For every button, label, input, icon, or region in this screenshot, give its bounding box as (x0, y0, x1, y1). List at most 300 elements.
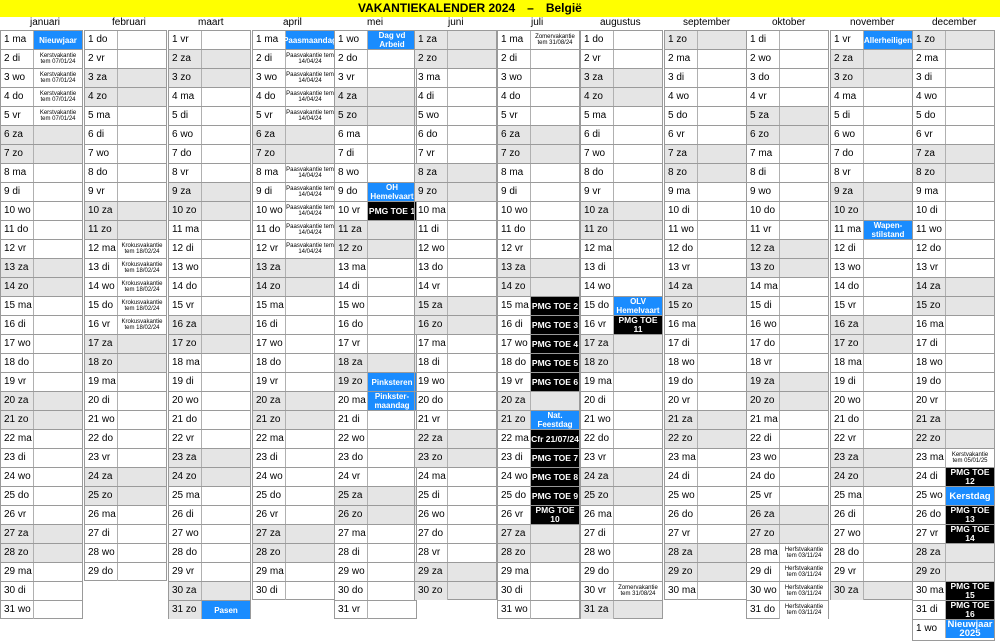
day-label: 24 zo (169, 468, 202, 486)
day-cell (252, 182, 335, 201)
day-note-empty (614, 126, 662, 144)
day-cell (497, 239, 580, 258)
day-label: 30 za (169, 582, 202, 600)
day-cell (84, 448, 167, 467)
day-note-empty (368, 126, 416, 144)
day-cell (830, 448, 913, 467)
day-note-empty (531, 392, 579, 410)
day-note-empty (368, 525, 416, 543)
vacation-note: Herfstvakantie tem 03/11/24 (780, 563, 828, 581)
day-cell (497, 315, 580, 334)
day-cell (414, 258, 497, 277)
vacation-note: Kerstvakantie tem 07/01/24 (34, 88, 82, 106)
day-note-empty (698, 202, 746, 220)
day-cell (334, 315, 417, 334)
day-note-empty (34, 183, 82, 201)
day-cell (746, 410, 829, 429)
day-note-empty (118, 354, 166, 372)
day-cell (830, 49, 913, 68)
vacation-note: Krokusvakantie tem 18/02/24 (118, 316, 166, 334)
day-note-empty (946, 563, 994, 581)
day-cell (664, 106, 747, 125)
day-cell (84, 410, 167, 429)
day-label: 8 za (415, 164, 448, 182)
day-note-empty (202, 145, 250, 163)
day-note-empty (448, 202, 496, 220)
day-label: 6 do (415, 126, 448, 144)
day-note-empty (698, 164, 746, 182)
day-note-empty (118, 202, 166, 220)
day-cell (414, 486, 497, 505)
day-cell (168, 49, 251, 68)
day-cell (414, 543, 497, 562)
day-cell (912, 467, 995, 486)
day-label: 19 do (913, 373, 946, 391)
day-cell (912, 410, 995, 429)
day-note-empty (864, 145, 912, 163)
day-cell (912, 543, 995, 562)
day-label: 18 di (415, 354, 448, 372)
day-note-empty (34, 164, 82, 182)
day-cell (580, 239, 663, 258)
day-label: 30 za (831, 582, 864, 600)
day-note-empty (780, 50, 828, 68)
day-label: 14 ma (747, 278, 780, 296)
day-cell (497, 87, 580, 106)
day-label: 15 di (747, 297, 780, 315)
day-cell (746, 467, 829, 486)
day-label: 19 di (169, 373, 202, 391)
day-cell (830, 201, 913, 220)
day-label: 24 ma (415, 468, 448, 486)
day-label: 7 vr (415, 145, 448, 163)
day-cell (252, 49, 335, 68)
day-cell (664, 334, 747, 353)
day-cell (168, 581, 251, 600)
day-note-empty (202, 278, 250, 296)
day-cell (664, 258, 747, 277)
day-cell (0, 562, 83, 581)
day-cell (746, 543, 829, 562)
day-cell (664, 49, 747, 68)
day-label: 14 do (831, 278, 864, 296)
day-cell (580, 562, 663, 581)
day-cell (252, 296, 335, 315)
day-cell (830, 144, 913, 163)
day-cell (84, 182, 167, 201)
vacation-note: Paasvakantie tem 14/04/24 (286, 50, 334, 68)
day-cell (912, 391, 995, 410)
day-cell (830, 125, 913, 144)
day-cell (414, 49, 497, 68)
day-cell (580, 30, 663, 49)
day-cell (746, 600, 829, 619)
day-label: 2 do (335, 50, 368, 68)
day-note-empty (34, 373, 82, 391)
day-cell (414, 30, 497, 49)
day-cell (497, 581, 580, 600)
day-note-empty (780, 297, 828, 315)
day-cell (168, 600, 251, 619)
day-note-empty (286, 506, 334, 524)
vacation-note: Kerstvakantie tem 07/01/24 (34, 50, 82, 68)
day-note-empty (946, 107, 994, 125)
pmg-event: PMG TOE 1 (368, 202, 416, 220)
day-cell (664, 467, 747, 486)
day-cell (830, 182, 913, 201)
day-note-empty (118, 126, 166, 144)
day-label: 23 vr (85, 449, 118, 467)
vacation-note: Kerstvakantie tem 07/01/24 (34, 69, 82, 87)
day-label: 27 vr (913, 525, 946, 543)
day-note-empty (531, 88, 579, 106)
day-label: 8 di (747, 164, 780, 182)
vacation-note: Herfstvakantie tem 03/11/24 (780, 544, 828, 562)
day-label: 4 ma (169, 88, 202, 106)
day-label: 27 do (415, 525, 448, 543)
day-note-empty (368, 601, 416, 619)
day-label: 5 zo (335, 107, 368, 125)
day-cell (334, 68, 417, 87)
day-label: 30 ma (913, 582, 946, 600)
day-note-empty (614, 221, 662, 239)
day-label: 26 vr (498, 506, 531, 524)
day-label: 9 di (1, 183, 34, 201)
day-cell (912, 353, 995, 372)
day-cell (497, 410, 580, 429)
day-label: 28 vr (415, 544, 448, 562)
day-label: 15 do (85, 297, 118, 315)
day-cell (414, 296, 497, 315)
day-label: 2 za (169, 50, 202, 68)
day-label: 30 di (498, 582, 531, 600)
day-note-empty (368, 449, 416, 467)
day-cell (746, 505, 829, 524)
holiday-label: OLV Hemelvaart (614, 297, 662, 315)
day-label: 29 wo (335, 563, 368, 581)
day-label: 15 ma (253, 297, 286, 315)
day-label: 16 vr (85, 316, 118, 334)
day-note-empty (614, 544, 662, 562)
day-label: 6 wo (169, 126, 202, 144)
day-label: 22 do (581, 430, 614, 448)
day-note-empty (864, 335, 912, 353)
day-label: 26 di (831, 506, 864, 524)
day-note-empty (780, 164, 828, 182)
day-note-empty (34, 582, 82, 600)
day-cell (912, 30, 995, 49)
day-note-empty (34, 316, 82, 334)
day-label: 29 vr (831, 563, 864, 581)
day-cell (168, 372, 251, 391)
day-label: 6 di (85, 126, 118, 144)
day-note-empty (368, 544, 416, 562)
day-note-empty (614, 240, 662, 258)
day-label: 3 za (581, 69, 614, 87)
day-note-empty (698, 183, 746, 201)
day-label: 12 ma (581, 240, 614, 258)
day-label: 16 zo (415, 316, 448, 334)
day-note-empty (531, 278, 579, 296)
day-cell (830, 410, 913, 429)
day-label: 24 vr (335, 468, 368, 486)
day-cell (168, 220, 251, 239)
day-label: 22 za (415, 430, 448, 448)
day-note-empty (614, 183, 662, 201)
day-cell (497, 429, 580, 448)
day-label: 16 ma (665, 316, 698, 334)
day-cell (168, 182, 251, 201)
day-label: 12 do (665, 240, 698, 258)
day-label: 24 wo (498, 468, 531, 486)
day-note-empty (286, 278, 334, 296)
day-note-empty (698, 50, 746, 68)
day-label: 5 do (913, 107, 946, 125)
day-label: 4 do (498, 88, 531, 106)
day-label: 4 di (415, 88, 448, 106)
day-cell (580, 467, 663, 486)
day-note-empty (202, 69, 250, 87)
day-cell (0, 524, 83, 543)
day-cell (580, 524, 663, 543)
day-note-empty (614, 50, 662, 68)
day-note-empty (698, 487, 746, 505)
day-label: 7 wo (85, 145, 118, 163)
day-note-empty (780, 449, 828, 467)
day-label: 28 do (831, 544, 864, 562)
day-cell (168, 467, 251, 486)
day-note-empty (34, 506, 82, 524)
vacation-note: Krokusvakantie tem 18/02/24 (118, 278, 166, 296)
day-note-empty (531, 107, 579, 125)
day-label: 17 vr (335, 335, 368, 353)
day-label: 1 vr (831, 31, 864, 49)
day-label: 8 wo (335, 164, 368, 182)
day-label: 14 di (335, 278, 368, 296)
day-label: 31 di (913, 601, 946, 619)
day-cell (830, 106, 913, 125)
day-label: 12 za (747, 240, 780, 258)
day-label: 7 za (665, 145, 698, 163)
day-label: 21 za (665, 411, 698, 429)
day-label: 31 do (747, 601, 780, 619)
day-note-empty (202, 411, 250, 429)
day-label: 3 za (85, 69, 118, 87)
day-label: 15 za (415, 297, 448, 315)
day-note-empty (34, 221, 82, 239)
day-label: 19 vr (1, 373, 34, 391)
day-cell (84, 201, 167, 220)
vacation-note: Krokusvakantie tem 18/02/24 (118, 297, 166, 315)
day-label: 4 wo (913, 88, 946, 106)
day-label: 12 vr (498, 240, 531, 258)
day-label: 11 za (335, 221, 368, 239)
day-note-empty (34, 278, 82, 296)
day-cell (497, 372, 580, 391)
day-label: 4 do (1, 88, 34, 106)
day-label: 20 vr (665, 392, 698, 410)
day-cell (84, 125, 167, 144)
day-cell (252, 429, 335, 448)
day-cell (168, 87, 251, 106)
day-label: 22 ma (498, 430, 531, 448)
day-cell (580, 600, 663, 619)
day-cell (168, 106, 251, 125)
day-label: 5 za (747, 107, 780, 125)
day-note-empty (698, 69, 746, 87)
day-label: 6 zo (747, 126, 780, 144)
day-cell (746, 486, 829, 505)
pmg-event: PMG TOE 10 (531, 506, 579, 524)
day-label: 2 di (498, 50, 531, 68)
month-header-mei: mei (367, 17, 384, 28)
day-label: 12 do (913, 240, 946, 258)
day-label: 15 zo (913, 297, 946, 315)
day-cell (168, 429, 251, 448)
vacation-note: Krokusvakantie tem 18/02/24 (118, 259, 166, 277)
day-label: 3 zo (169, 69, 202, 87)
day-label: 2 vr (85, 50, 118, 68)
day-label: 25 do (253, 487, 286, 505)
day-label: 1 ma (1, 31, 34, 49)
day-cell (168, 125, 251, 144)
day-label: 9 ma (665, 183, 698, 201)
day-note-empty (118, 221, 166, 239)
day-note-empty (118, 487, 166, 505)
day-label: 28 zo (1, 544, 34, 562)
day-note-empty (946, 411, 994, 429)
day-cell (912, 87, 995, 106)
day-note-empty (448, 373, 496, 391)
day-label: 1 vr (169, 31, 202, 49)
day-label: 27 di (581, 525, 614, 543)
day-label: 8 do (581, 164, 614, 182)
day-note-empty (614, 88, 662, 106)
day-label: 27 di (85, 525, 118, 543)
day-label: 15 vr (169, 297, 202, 315)
day-label: 19 ma (85, 373, 118, 391)
day-note-empty (531, 183, 579, 201)
day-note-empty (698, 563, 746, 581)
day-label: 14 wo (85, 278, 118, 296)
title-text: VAKANTIEKALENDER 2024 (358, 1, 516, 15)
day-note-empty (614, 468, 662, 486)
day-label: 7 zo (1, 145, 34, 163)
pmg-event: PMG TOE 9 (531, 487, 579, 505)
day-label: 29 ma (253, 563, 286, 581)
day-label: 2 di (1, 50, 34, 68)
day-note-empty (946, 183, 994, 201)
day-label: 2 di (253, 50, 286, 68)
day-label: 27 za (498, 525, 531, 543)
day-label: 18 do (253, 354, 286, 372)
day-label: 7 wo (581, 145, 614, 163)
day-note-empty (614, 202, 662, 220)
day-cell (252, 353, 335, 372)
day-cell (664, 125, 747, 144)
day-label: 7 do (169, 145, 202, 163)
day-cell (168, 486, 251, 505)
day-label: 18 wo (665, 354, 698, 372)
day-cell (84, 106, 167, 125)
day-label: 23 za (169, 449, 202, 467)
month-header-februari: februari (112, 17, 146, 28)
day-cell (252, 68, 335, 87)
day-cell (912, 49, 995, 68)
month-header-april: april (283, 17, 302, 28)
day-cell (334, 429, 417, 448)
day-label: 12 vr (253, 240, 286, 258)
day-cell (334, 524, 417, 543)
day-cell (497, 334, 580, 353)
day-cell (580, 125, 663, 144)
day-label: 21 zo (1, 411, 34, 429)
day-label: 20 di (85, 392, 118, 410)
day-label: 6 za (498, 126, 531, 144)
holiday-label: Pinksteren (368, 373, 416, 391)
day-label: 23 ma (665, 449, 698, 467)
day-cell (830, 87, 913, 106)
day-label: 22 ma (1, 430, 34, 448)
day-note-empty (614, 449, 662, 467)
day-label: 8 do (85, 164, 118, 182)
day-label: 31 wo (498, 601, 531, 619)
day-label: 10 zo (831, 202, 864, 220)
day-cell (414, 524, 497, 543)
day-label: 11 wo (913, 221, 946, 239)
day-cell (497, 448, 580, 467)
day-note-empty (202, 183, 250, 201)
day-note-empty (286, 145, 334, 163)
day-cell (252, 220, 335, 239)
day-label: 11 do (253, 221, 286, 239)
day-label: 10 wo (498, 202, 531, 220)
day-note-empty (448, 411, 496, 429)
day-cell (414, 220, 497, 239)
day-note-empty (202, 221, 250, 239)
day-cell (252, 163, 335, 182)
day-cell (414, 106, 497, 125)
day-note-empty (614, 145, 662, 163)
day-label: 7 za (913, 145, 946, 163)
day-note-empty (202, 354, 250, 372)
day-label: 6 za (253, 126, 286, 144)
day-cell (168, 315, 251, 334)
day-cell (580, 163, 663, 182)
day-label: 27 za (253, 525, 286, 543)
day-label: 10 za (581, 202, 614, 220)
day-label: 24 di (665, 468, 698, 486)
day-note-empty (531, 525, 579, 543)
day-note-empty (118, 411, 166, 429)
day-cell (84, 258, 167, 277)
day-cell (334, 201, 417, 220)
day-label: 23 zo (415, 449, 448, 467)
pmg-event: PMG TOE 14 (946, 525, 994, 543)
day-note-empty (531, 240, 579, 258)
day-cell (580, 87, 663, 106)
day-note-empty (864, 525, 912, 543)
day-cell (168, 410, 251, 429)
day-cell (912, 277, 995, 296)
day-cell (912, 372, 995, 391)
day-label: 9 di (498, 183, 531, 201)
day-note-empty (448, 582, 496, 600)
day-note-empty (118, 69, 166, 87)
day-note-empty (118, 392, 166, 410)
day-cell (746, 239, 829, 258)
day-cell (830, 581, 913, 600)
